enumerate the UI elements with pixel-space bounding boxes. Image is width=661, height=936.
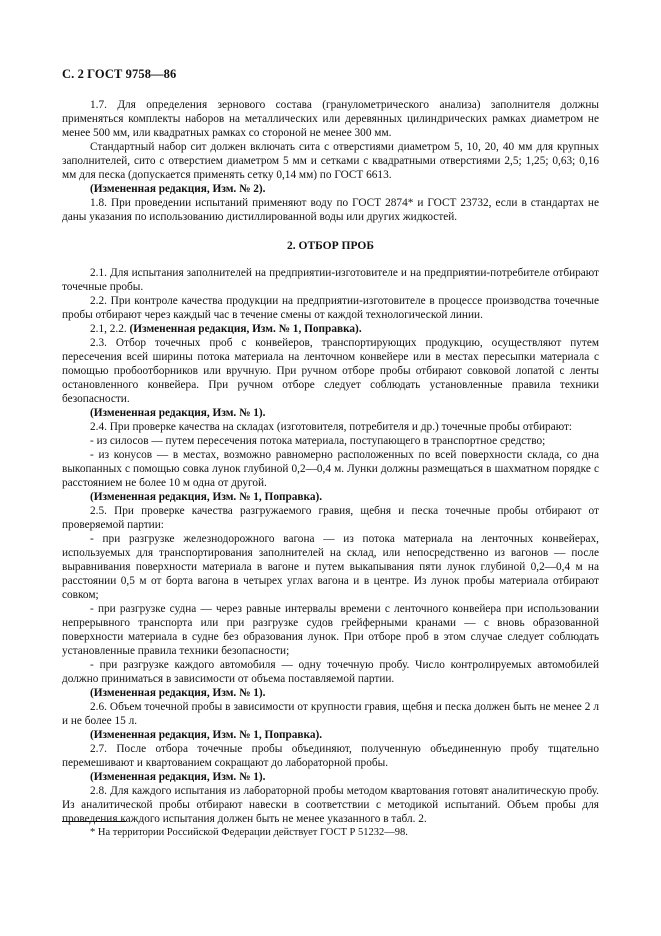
para-2-8: 2.8. Для каждого испытания из лабораторной пробы методом квартования готовят аналитическую пробу. Из аналитической пробы отбирают навески в соответствии с методикой испытаний. Объем пробы для проведения каждого испытания должен быть не менее указанного в табл. 2.: [62, 785, 599, 825]
list-item-cones: - из конусов — в местах, возможно равномерно расположенных по всей поверхности склада, со дна выкопанных с помощью совка лунок глубиной 0,2—0,4 м. Лунки должны размещаться в шахматном порядке с расстоянием не более 10 м одна от другой.: [62, 449, 599, 489]
para-1-7: 1.7. Для определения зернового состава (гранулометрического анализа) заполнителя должны применяться комплекты наборов на металлических или деревянных цилиндрических рамках диаметром не менее 500 мм, или квадратных рамках со стороной не менее 300 мм.: [62, 99, 599, 139]
page-header: С. 2 ГОСТ 9758—86: [62, 67, 177, 81]
amendment-note-2-1-2-2: 2.1, 2.2. (Измененная редакция, Изм. № 1, Поправка).: [90, 323, 362, 335]
para-2-6: 2.6. Объем точечной пробы в зависимости от крупности гравия, щебня и песка должен быть не менее 2 л и не более 15 л.: [62, 701, 599, 727]
para-2-3: 2.3. Отбор точечных проб с конвейеров, транспортирующих продукцию, осуществляют путем пересечения всей ширины потока материала на ленточном конвейере или в местах пересыпки материала с помощью пробоотборников или вручную. При ручном отборе пробы отбирают совковой лопатой с ленты остановленного конвейера. При ручном отборе следует соблюдать установленные правила техники безопасности.: [62, 337, 599, 405]
amendment-note: (Измененная редакция, Изм. № 1, Поправка).: [90, 491, 323, 503]
amendment-note: (Измененная редакция, Изм. № 1, Поправка).: [90, 729, 323, 741]
section-title: 2. ОТБОР ПРОБ: [287, 240, 374, 252]
amendment-note: (Измененная редакция, Изм. № 1).: [90, 407, 266, 419]
footnote: * На территории Российской Федерации действует ГОСТ Р 51232—98.: [90, 827, 408, 838]
list-item-truck: - при разгрузке каждого автомобиля — одну точечную пробу. Число контролируемых автомобилей должно приниматься в зависимости от объема поставляемой партии.: [62, 659, 599, 685]
para-2-2: 2.2. При контроле качества продукции на предприятии-изготовителе в процессе производства точечные пробы отбирают через каждый час в течение смены от каждой технологической линии.: [62, 295, 599, 321]
amendment-note: (Измененная редакция, Изм. № 2).: [90, 183, 266, 195]
para-2-1: 2.1. Для испытания заполнителей на предприятии-изготовителе и на предприятии-потребителе отбирают точечные пробы.: [62, 267, 599, 293]
amendment-note: (Измененная редакция, Изм. № 1).: [90, 687, 266, 699]
para-1-8: 1.8. При проведении испытаний применяют воду по ГОСТ 2874* и ГОСТ 23732, если в стандартах не даны указания по использованию дистиллированной воды или других жидкостей.: [62, 197, 599, 223]
list-item-ship: - при разгрузке судна — через равные интервалы времени с ленточного конвейера при использовании непрерывного транспорта или при разгрузке судов грейферными кранами — с вновь образованной поверхности материала в судне без образования лунок. При отборе проб в этом случае следует соблюдать установленные правила техники безопасности;: [62, 603, 599, 657]
list-item-railcar: - при разгрузке железнодорожного вагона — из потока материала на ленточных конвейерах, используемых для транспортирования заполнителей на склад, или непосредственно из вагонов — после выравнивания поверхности материала в вагоне и путем выкапывания пяти лунок глубиной 0,2—0,4 м на расстоянии 0,5 м от борта вагона в четырех углах вагона и в центре. Из лунок пробы материала отбирают совком;: [62, 533, 599, 601]
para-2-5: 2.5. При проверке качества разгружаемого гравия, щебня и песка точечные пробы отбирают от проверяемой партии:: [62, 505, 599, 531]
para-2-7: 2.7. После отбора точечные пробы объединяют, полученную объединенную пробу тщательно перемешивают и квартованием сокращают до лабораторной пробы.: [62, 743, 599, 769]
para-sieve-set: Стандартный набор сит должен включать сита с отверстиями диаметром 5, 10, 20, 40 мм для крупных заполнителей, сито с отверстием диаметром 5 мм и сетками с квадратными отверстиями 2,5; 1,25; 0,63; 0,16 мм для песка (допускается применять сетку 0,14 мм) по ГОСТ 6613.: [62, 141, 599, 181]
amendment-note: (Измененная редакция, Изм. № 1).: [90, 771, 266, 783]
footnote-divider: [62, 821, 126, 822]
body-text: [62, 98, 599, 826]
list-item-silos: - из силосов — путем пересечения потока материала, поступающего в транспортное средство;: [90, 435, 546, 447]
para-2-4: 2.4. При проверке качества на складах (изготовителя, потребителя и др.) точечные пробы отбирают:: [90, 421, 573, 433]
